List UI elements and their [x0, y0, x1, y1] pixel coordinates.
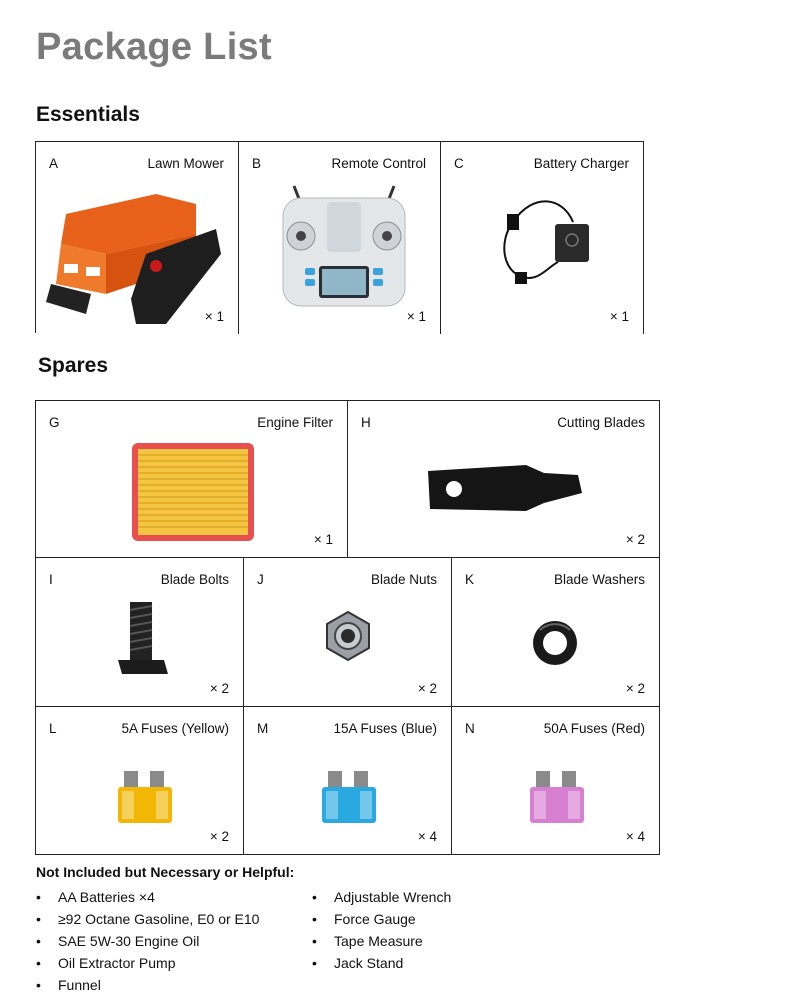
item-cell-50a-fuses: [452, 707, 660, 855]
item-cell-lawn-mower: [36, 142, 239, 334]
essentials-heading: Essentials: [36, 103, 140, 126]
item-name: Lawn Mower: [147, 156, 224, 171]
item-letter: K: [465, 572, 475, 587]
spares-grid: [35, 400, 660, 855]
item-quantity: × 2: [625, 532, 645, 547]
item-name: 5A Fuses (Yellow): [121, 721, 229, 736]
not-included-left-column: [36, 888, 259, 998]
list-item: • Funnel: [36, 977, 101, 993]
item-letter: I: [49, 572, 53, 587]
not-included-heading: Not Included but Necessary or Helpful:: [36, 864, 295, 880]
item-name: Blade Bolts: [160, 572, 229, 587]
item-letter: M: [257, 721, 269, 736]
list-item: • Tape Measure: [312, 933, 423, 949]
item-quantity: × 2: [209, 681, 229, 696]
item-quantity: × 2: [625, 681, 645, 696]
battery-charger-icon: [493, 192, 593, 312]
item-name: Blade Nuts: [370, 572, 437, 587]
blade-nut-icon: [322, 610, 374, 667]
item-name: Blade Washers: [553, 572, 645, 587]
list-item: • Oil Extractor Pump: [36, 955, 176, 971]
list-item: • ≥92 Octane Gasoline, E0 or E10: [36, 911, 260, 927]
item-quantity: × 1: [204, 309, 224, 324]
item-cell-15a-fuses: [244, 707, 452, 855]
item-quantity: × 1: [609, 309, 629, 324]
item-letter: H: [361, 415, 371, 430]
engine-filter-icon: [130, 441, 256, 548]
item-name: 50A Fuses (Red): [543, 721, 645, 736]
list-item: • Adjustable Wrench: [312, 889, 452, 905]
not-included-right-column: [312, 888, 451, 976]
item-quantity: × 2: [417, 681, 437, 696]
item-name: Engine Filter: [257, 415, 333, 430]
item-letter: J: [257, 572, 264, 587]
item-cell-engine-filter: [36, 401, 348, 558]
item-quantity: × 1: [313, 532, 333, 547]
item-name: Cutting Blades: [557, 415, 645, 430]
blade-bolt-icon: [116, 600, 172, 685]
blade-washer-icon: [530, 618, 580, 673]
not-included-list: [36, 864, 776, 993]
item-name: Remote Control: [331, 156, 426, 171]
spares-heading: Spares: [38, 354, 109, 377]
item-letter: B: [252, 156, 262, 171]
item-cell-blade-bolts: [36, 558, 244, 707]
item-letter: L: [49, 721, 57, 736]
cutting-blade-icon: [426, 463, 586, 520]
item-quantity: × 4: [417, 829, 437, 844]
item-letter: N: [465, 721, 475, 736]
item-cell-remote-control: [239, 142, 441, 334]
item-quantity: × 4: [625, 829, 645, 844]
item-cell-cutting-blades: [348, 401, 660, 558]
item-cell-battery-charger: [441, 142, 644, 334]
list-item: • Force Gauge: [312, 911, 416, 927]
fuse-yellow-icon: [116, 769, 174, 832]
fuse-red-icon: [528, 769, 586, 832]
essentials-grid: [35, 141, 644, 333]
item-quantity: × 1: [406, 309, 426, 324]
item-letter: A: [49, 156, 59, 171]
remote-control-icon: [279, 184, 409, 317]
item-letter: C: [454, 156, 464, 171]
item-cell-blade-nuts: [244, 558, 452, 707]
lawn-mower-icon: [46, 184, 221, 334]
item-cell-blade-washers: [452, 558, 660, 707]
list-item: • AA Batteries ×4: [36, 889, 155, 905]
fuse-blue-icon: [320, 769, 378, 832]
list-item: • SAE 5W-30 Engine Oil: [36, 933, 200, 949]
list-item: • Jack Stand: [312, 955, 404, 971]
item-letter: G: [49, 415, 60, 430]
item-name: 15A Fuses (Blue): [333, 721, 437, 736]
item-name: Battery Charger: [533, 156, 629, 171]
page-title: Package List: [36, 26, 272, 68]
item-cell-5a-fuses: [36, 707, 244, 855]
item-quantity: × 2: [209, 829, 229, 844]
